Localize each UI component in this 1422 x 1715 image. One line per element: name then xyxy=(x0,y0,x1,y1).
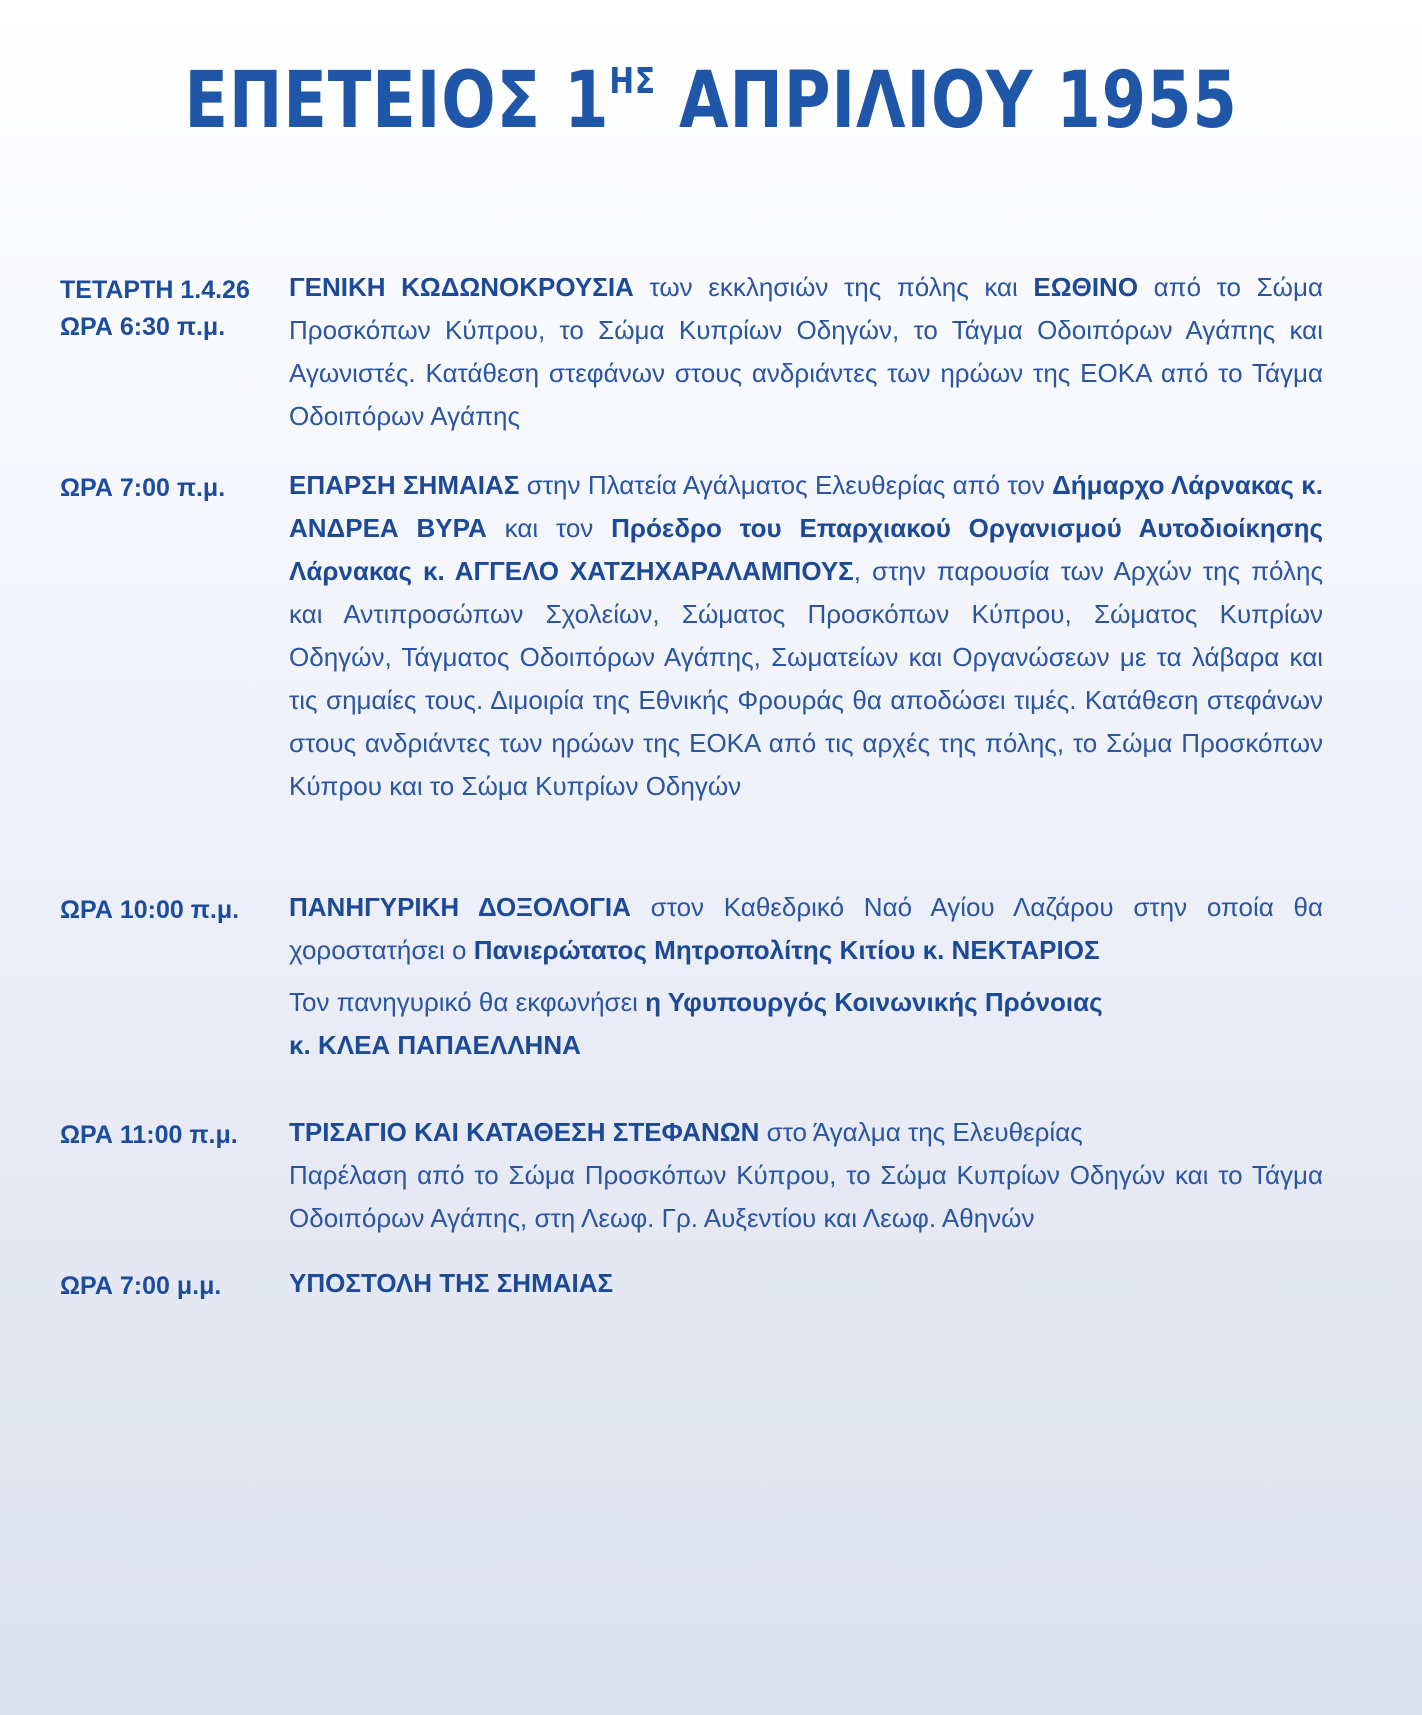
event-paragraph xyxy=(289,886,1323,972)
page-title xyxy=(128,56,1294,146)
text-run: στην Πλατεία Αγάλματος Ελευθερίας από τον xyxy=(519,470,1053,500)
text-run: , στην παρουσία των Αρχών της πόλης και Αντιπροσώπων Σχολείων, Σώματος Προσκόπων Κύπρου, Σώματος Κυπρίων Οδηγών, Τάγματος Οδοιπόρων Αγάπης, Σωματείων και Οργανώσεων με τα λάβαρα και τις σημαίες τους. Διμοιρία της Εθνικής Φρουράς θα αποδώσει τιμές. Κατάθεση στεφάνων στους ανδριάντες των ηρώων της ΕΟΚΑ από τις αρχές της πόλης, το Σώμα Προσκόπων Κύπρου και το Σώμα Κυπρίων Οδηγών xyxy=(289,556,1324,801)
event-paragraph xyxy=(289,981,1323,1067)
event-time xyxy=(60,1268,290,1305)
text-run: Παρέλαση από το Σώμα Προσκόπων Κύπρου, το Σώμα Κυπρίων Οδηγών και το Τάγμα Οδοιπόρων Αγάπης, στη Λεωφ. Γρ. Αυξεντίου και Λεωφ. Αθηνών xyxy=(289,1160,1323,1233)
text-run: και τον xyxy=(486,513,612,543)
event-time-line: ΩΡΑ 10:00 π.μ. xyxy=(60,896,240,924)
title-superscript: ΗΣ xyxy=(609,61,656,102)
bold-text: η Υφυπουργός Κοινωνικής Πρόνοιας xyxy=(645,987,1103,1017)
event-time xyxy=(60,272,290,346)
event-time xyxy=(60,892,290,929)
text-run: στο Άγαλμα της Ελευθερίας xyxy=(759,1117,1083,1147)
bold-text: ΕΠΑΡΣΗ ΣΗΜΑΙΑΣ xyxy=(289,470,520,500)
event-time-line: ΩΡΑ 7:00 μ.μ. xyxy=(60,1272,222,1300)
bold-text: ΥΠΟΣΤΟΛΗ ΤΗΣ ΣΗΜΑΙΑΣ xyxy=(289,1268,614,1298)
text-run: των εκκλησιών της πόλης και xyxy=(633,272,1034,302)
text-run: Τον πανηγυρικό θα εκφωνήσει xyxy=(289,987,646,1017)
event-paragraph xyxy=(289,1262,1323,1305)
title-rest: ΑΠΡΙΛΙΟΥ 1955 xyxy=(655,56,1238,146)
event-time-line: ΩΡΑ 7:00 π.μ. xyxy=(60,474,226,502)
event-time xyxy=(60,470,290,507)
bold-text: κ. ΚΛΕΑ ΠΑΠΑΕΛΛΗΝΑ xyxy=(289,1030,581,1060)
event-time xyxy=(60,1117,290,1154)
bold-text: Πανιερώτατος Μητροπολίτης Κιτίου κ. ΝΕΚΤΑΡΙΟΣ xyxy=(473,935,1100,965)
bold-text: Δήμαρχο Λάρνακας κ. ΑΝΔΡΕΑ ΒΥΡΑ xyxy=(289,470,1323,543)
event-description xyxy=(289,1262,1323,1305)
event-description xyxy=(289,266,1323,438)
bold-text: ΕΩΘΙΝΟ xyxy=(1033,272,1139,302)
bold-text: ΓΕΝΙΚΗ ΚΩΔΩΝΟΚΡΟΥΣΙΑ xyxy=(289,272,634,302)
paragraph-gap xyxy=(289,972,1323,981)
event-description xyxy=(289,464,1323,808)
event-paragraph xyxy=(289,1111,1323,1240)
event-paragraph xyxy=(289,464,1323,808)
event-description xyxy=(289,886,1323,1067)
event-time-line: ΤΕΤΑΡΤΗ 1.4.26 xyxy=(60,276,250,304)
event-time-line: ΩΡΑ 6:30 π.μ. xyxy=(60,313,226,341)
title-main: ΕΠΕΤΕΙΟΣ 1 xyxy=(184,56,610,146)
bold-text: ΤΡΙΣΑΓΙΟ ΚΑΙ ΚΑΤΑΘΕΣΗ ΣΤΕΦΑΝΩΝ xyxy=(289,1117,760,1147)
event-paragraph xyxy=(289,266,1323,438)
event-time-line: ΩΡΑ 11:00 π.μ. xyxy=(60,1121,238,1149)
bold-text: Πρόεδρο του Επαρχιακού Οργανισμού Αυτοδιοίκησης Λάρνακας κ. ΑΓΓΕΛΟ ΧΑΤΖΗΧΑΡΑΛΑΜΠΟΥΣ xyxy=(289,513,1323,586)
event-description xyxy=(289,1111,1323,1240)
text-run: από το Σώμα Προσκόπων Κύπρου, το Σώμα Κυπρίων Οδηγών, το Τάγμα Οδοιπόρων Αγάπης και Αγωνιστές. Κατάθεση στεφάνων στους ανδριάντες των ηρώων της ΕΟΚΑ από το Τάγμα Οδοιπόρων Αγάπης xyxy=(289,272,1323,431)
bold-text: ΠΑΝΗΓΥΡΙΚΗ ΔΟΞΟΛΟΓΙΑ xyxy=(289,892,631,922)
text-run: στον Καθεδρικό Ναό Αγίου Λαζάρου στην οποία θα χοροστατήσει ο xyxy=(289,892,1323,965)
